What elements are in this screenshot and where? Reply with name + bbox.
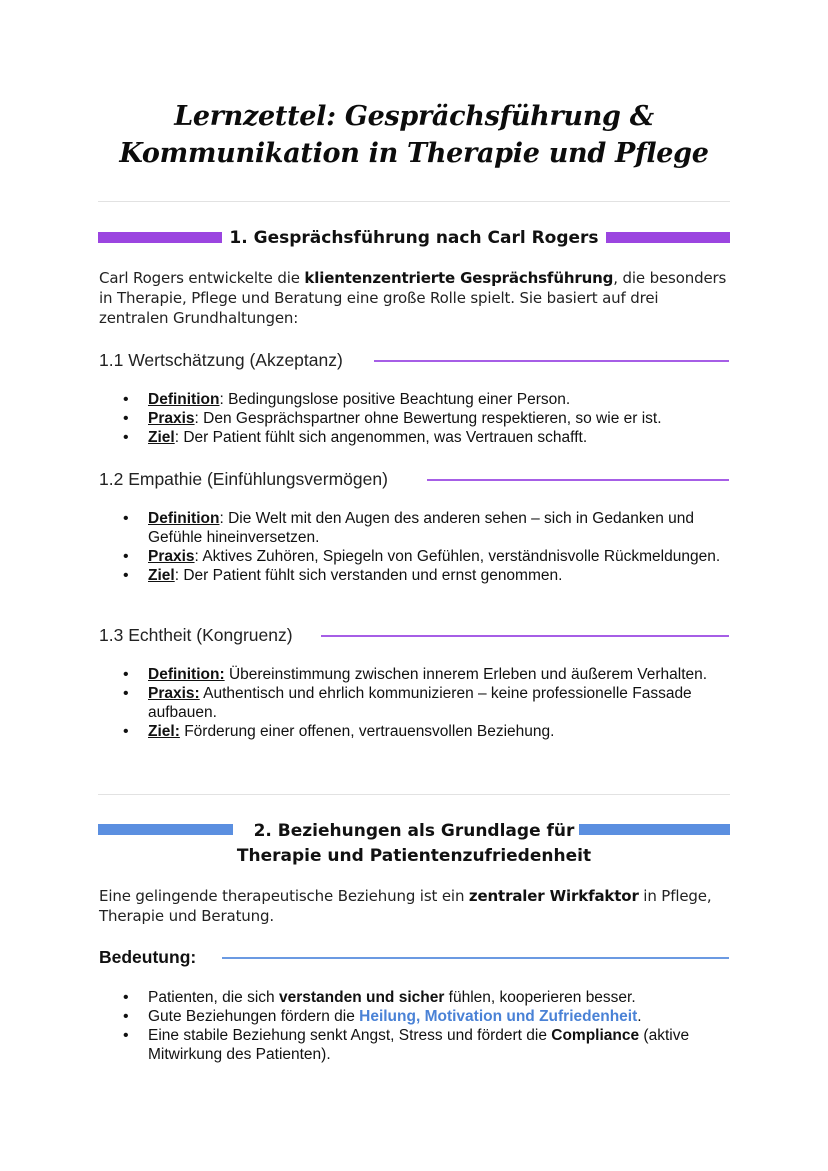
list-item <box>99 409 729 428</box>
item-text: Übereinstimmung zwischen innerem Erleben und äußerem Verhalten. <box>228 666 708 683</box>
list-item <box>99 1026 729 1064</box>
intro-bold-term: klientenzentrierte Gesprächsführung <box>304 269 614 287</box>
item-sep: : <box>194 548 203 565</box>
list-item <box>99 1007 729 1026</box>
item-label: Definition: <box>148 666 225 683</box>
item-label: Ziel: <box>148 723 180 740</box>
item-sep: : <box>194 410 204 427</box>
item-label: Definition <box>148 391 220 408</box>
section-1-heading <box>98 226 730 250</box>
list-item <box>99 509 729 547</box>
item-sep: : <box>174 429 184 446</box>
item-text: . <box>637 1008 642 1025</box>
item-text: fühlen, kooperieren besser. <box>444 989 636 1006</box>
list-item <box>99 547 729 566</box>
list-item <box>99 722 729 741</box>
item-text: Förderung einer offenen, vertrauensvollen Beziehung. <box>184 723 555 740</box>
subsection-heading-line <box>321 635 729 637</box>
list-item <box>99 988 729 1007</box>
list-item <box>99 428 729 447</box>
subsection-heading-text: 1.1 Wertschätzung (Akzeptanz) <box>99 350 343 370</box>
section-2-heading-line-2: Therapie und Patientenzufriedenheit <box>236 846 592 866</box>
intro-text-after: , die besonders in Therapie, Pflege und Beratung eine große Rolle spielt. Sie basiert auf drei zentralen Grundhaltungen: <box>99 269 727 327</box>
item-text: Gute Beziehungen fördern die <box>148 1008 360 1025</box>
section-1-heading-text: 1. Gesprächsführung nach Carl Rogers <box>229 228 599 248</box>
subsection-1-3-list <box>99 665 729 741</box>
item-text: Der Patient fühlt sich angenommen, was Vertrauen schafft. <box>183 429 588 446</box>
item-label: Praxis <box>148 410 195 427</box>
subsection-1-1-heading <box>99 348 729 372</box>
item-text: (aktive Mitwirkung des Patienten). <box>148 1027 690 1063</box>
item-bold: verstanden und sicher <box>278 989 445 1006</box>
section-divider <box>98 794 730 795</box>
section-2-heading-line-1: 2. Beziehungen als Grundlage für <box>253 821 575 841</box>
item-label: Definition <box>148 510 220 527</box>
item-text: Patienten, die sich <box>148 989 279 1006</box>
item-bold: Compliance <box>551 1027 640 1044</box>
item-label: Praxis: <box>148 685 200 702</box>
subsection-1-1-list <box>99 390 729 447</box>
page-title-line-2: Kommunikation in Therapie und Pflege <box>119 138 709 169</box>
page-title <box>60 98 768 172</box>
item-label: Praxis <box>148 548 195 565</box>
intro-text-after: in Pflege, Therapie und Beratung. <box>99 887 712 925</box>
item-text: Die Welt mit den Augen des anderen sehen – sich in Gedanken und Gefühle hineinversetzen. <box>148 510 694 546</box>
item-sep: : <box>174 567 184 584</box>
item-text: Eine stabile Beziehung senkt Angst, Stress und fördert die <box>148 1027 552 1044</box>
item-text: Authentisch und ehrlich kommunizieren – keine professionelle Fassade aufbauen. <box>148 685 692 721</box>
item-text: Der Patient fühlt sich verstanden und ernst genommen. <box>183 567 563 584</box>
section-2-intro <box>99 886 729 926</box>
item-text: Den Gesprächspartner ohne Bewertung respektieren, so wie er ist. <box>203 410 662 427</box>
list-item <box>99 684 729 722</box>
subsection-heading-line <box>374 360 729 362</box>
item-text: Bedingungslose positive Beachtung einer Person. <box>228 391 571 408</box>
item-sep: : <box>219 391 229 408</box>
subsection-1-3-heading <box>99 623 729 647</box>
subsection-1-2-heading <box>99 467 729 491</box>
item-sep: : <box>219 510 229 527</box>
list-item <box>99 566 729 585</box>
item-label: Ziel <box>148 429 175 446</box>
top-divider <box>98 201 730 202</box>
intro-bold-term: zentraler Wirkfaktor <box>468 887 639 905</box>
item-label: Ziel <box>148 567 175 584</box>
subsection-heading-line <box>427 479 729 481</box>
subsection-1-2-list <box>99 509 729 585</box>
intro-text-before: Eine gelingende therapeutische Beziehung ist ein <box>99 887 469 905</box>
item-highlight: Heilung, Motivation und Zufriedenheit <box>359 1008 638 1025</box>
list-item <box>99 665 729 684</box>
page-title-line-1: Lernzettel: Gesprächsführung & <box>174 101 654 132</box>
section-1-intro <box>99 268 729 328</box>
subsection-heading-line <box>222 957 729 959</box>
item-text: Aktives Zuhören, Spiegeln von Gefühlen, verständnisvolle Rückmeldungen. <box>202 548 721 565</box>
subsection-heading-text: Bedeutung: <box>99 947 197 967</box>
intro-text-before: Carl Rogers entwickelte die <box>99 269 305 287</box>
subsection-heading-text: 1.2 Empathie (Einfühlungsvermögen) <box>99 469 388 489</box>
subsection-heading-text: 1.3 Echtheit (Kongruenz) <box>99 625 293 645</box>
list-item <box>99 390 729 409</box>
bedeutung-list <box>99 988 729 1064</box>
section-2-heading <box>98 819 730 869</box>
bedeutung-heading <box>99 945 729 969</box>
